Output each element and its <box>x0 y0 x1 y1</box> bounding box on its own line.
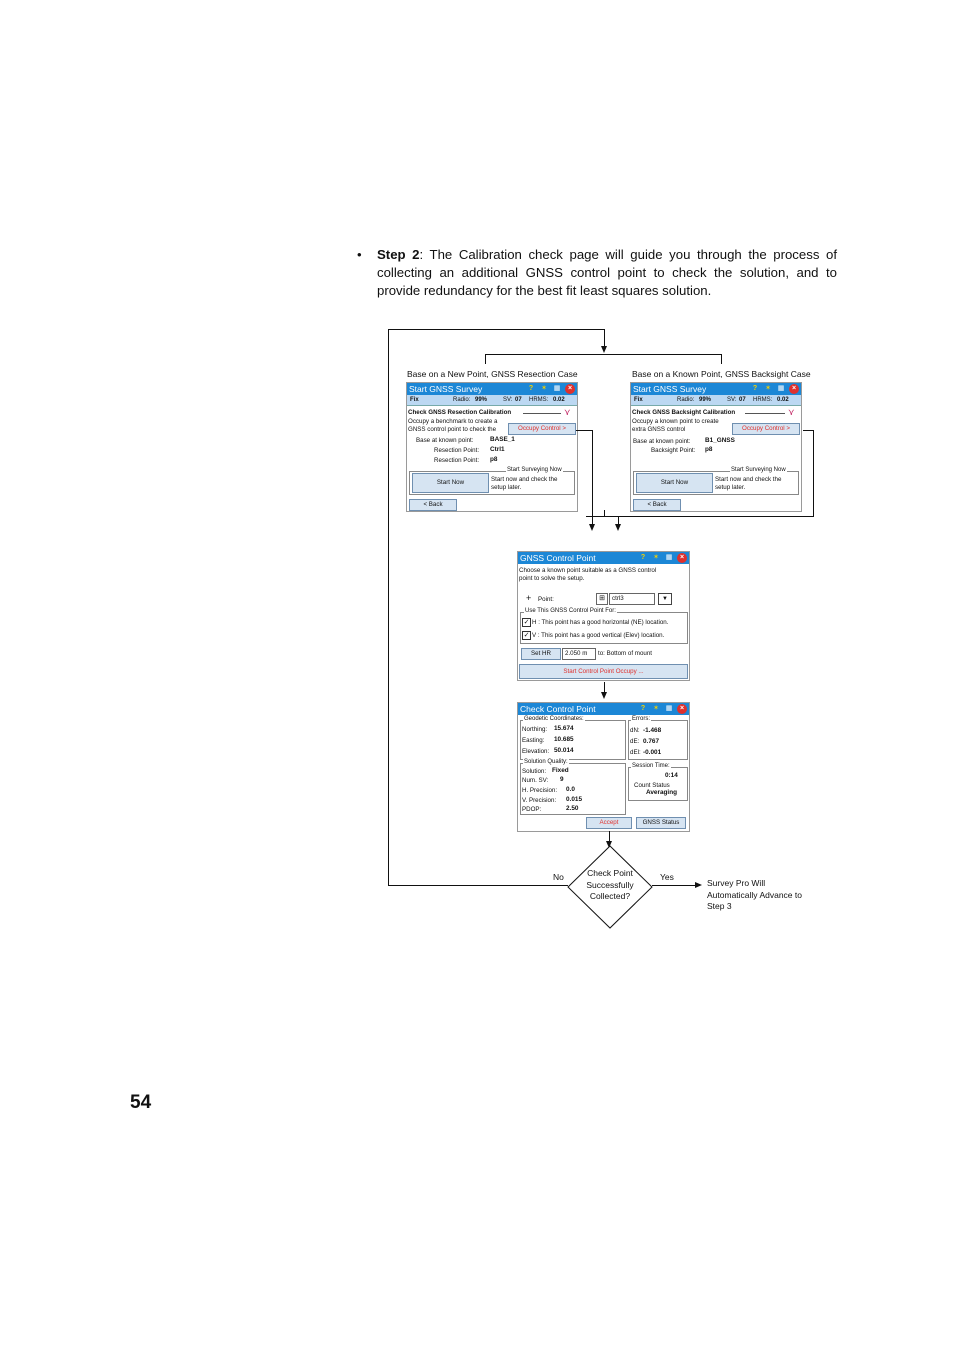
sv-label: SV: <box>503 397 513 403</box>
back-button[interactable]: < Back <box>633 499 681 511</box>
arrow-right-into-cp <box>615 524 621 531</box>
star-icon[interactable]: ✶ <box>541 385 547 392</box>
flow-line-no <box>388 885 568 886</box>
start-survey-window-left <box>406 382 578 512</box>
solution-label: Solution: <box>522 768 547 775</box>
map-icon[interactable]: ▦ <box>553 385 561 392</box>
start-now-button[interactable]: Start Now <box>636 473 713 493</box>
hrms-value: 0.02 <box>777 397 789 403</box>
hrms-label: HRMS: <box>753 397 773 403</box>
help-icon[interactable]: ? <box>640 554 646 561</box>
field1-value: BASE_1 <box>490 436 515 443</box>
numsv-label: Num. SV: <box>522 777 549 784</box>
field3-label: Resection Point: <box>434 457 480 464</box>
field2-value: p8 <box>705 446 713 453</box>
check-control-point-window <box>517 702 690 832</box>
vprec-value: 0.015 <box>566 796 582 803</box>
caption-left: Base on a New Point, GNSS Resection Case <box>407 369 578 379</box>
fix-status: Fix <box>410 397 419 403</box>
page-number: 54 <box>130 1092 152 1113</box>
elevation-label: Elevation: <box>522 748 550 755</box>
start-desc: Start now and check the setup later. <box>715 476 782 491</box>
field1-label: Base at known point: <box>633 438 691 445</box>
point-dropdown-icon[interactable]: ▼ <box>658 593 672 605</box>
arrow-into-check <box>601 692 607 699</box>
title-bar <box>518 552 689 564</box>
decision-no: No <box>553 872 564 882</box>
connector-right-h2 <box>618 516 814 517</box>
help-icon[interactable]: ? <box>752 385 758 392</box>
flow-line-down <box>604 329 605 347</box>
numsv-value: 9 <box>560 776 564 783</box>
desc-line1: Occupy a known point to create <box>632 418 719 425</box>
set-hr-button[interactable]: Set HR <box>521 648 561 660</box>
status-bar <box>631 395 801 406</box>
v-checkbox[interactable]: ✓ <box>523 632 530 639</box>
title-bar <box>518 703 689 715</box>
hr-to-label: to: Bottom of mount <box>598 650 652 657</box>
group-title: Start Surveying Now <box>507 467 562 473</box>
flow-line-branch <box>485 354 722 355</box>
close-icon[interactable]: × <box>789 384 799 394</box>
field1-value: B1_GNSS <box>705 437 735 444</box>
group-title: Start Surveying Now <box>731 467 786 473</box>
radio-value: 99% <box>475 397 488 403</box>
gnss-control-point-window <box>517 551 690 681</box>
field2-label: Backsight Point: <box>651 447 696 454</box>
radio-label: Radio: <box>453 397 471 403</box>
window-title: Check Control Point <box>520 704 596 714</box>
step-text: : The Calibration check page will guide you through the process of collecting an additional GNSS control point to check the solution, and to provide redundancy for the best fit least squares solution. <box>377 247 837 298</box>
accept-button[interactable]: Accept <box>586 817 632 829</box>
sv-value: 07 <box>515 397 522 403</box>
help-icon[interactable]: ? <box>640 705 646 712</box>
solution-title: Solution Quality: <box>524 759 568 765</box>
connector-right-h1 <box>803 430 813 431</box>
decision-yes: Yes <box>660 872 674 882</box>
star-icon[interactable]: ✶ <box>653 705 659 712</box>
hrms-value: 0.02 <box>553 397 565 403</box>
fix-status: Fix <box>634 397 643 403</box>
hprec-value: 0.0 <box>566 786 575 793</box>
connector-left-v <box>592 430 593 526</box>
desc-line2: extra GNSS control <box>632 426 686 433</box>
star-icon[interactable]: ✶ <box>653 554 659 561</box>
title-bar <box>631 383 801 395</box>
desc-line1: Choose a known point suitable as a GNSS control <box>519 567 657 574</box>
dn-label: dN: <box>630 727 640 734</box>
easting-label: Easting: <box>522 737 545 744</box>
section-rule <box>523 413 561 414</box>
field2-value: Ctrl1 <box>490 446 505 453</box>
desc-line2: GNSS control point to check the <box>408 426 497 433</box>
step-label: Step 2 <box>377 247 420 262</box>
calibration-icon: ⋎ <box>788 407 795 417</box>
sv-label: SV: <box>727 397 737 403</box>
section-rule <box>745 413 785 414</box>
map-icon[interactable]: ▦ <box>777 385 785 392</box>
northing-value: 15.674 <box>554 725 574 732</box>
point-label: Point: <box>538 596 554 603</box>
count-status-value: Averaging <box>646 789 678 796</box>
hrms-label: HRMS: <box>529 397 549 403</box>
hr-input[interactable]: 2.050 m <box>562 648 596 660</box>
flow-line-branch-right <box>721 354 722 364</box>
hprec-label: H. Precision: <box>522 787 558 794</box>
del-value: -0.001 <box>643 749 662 756</box>
sv-value: 07 <box>739 397 746 403</box>
title-bar <box>407 383 577 395</box>
calibration-icon: ⋎ <box>564 407 571 417</box>
flow-line-branch-left <box>485 354 486 364</box>
occupy-control-button[interactable]: Occupy Control > <box>732 423 800 435</box>
radio-label: Radio: <box>677 397 695 403</box>
connector-left-h <box>576 430 592 431</box>
dn-value: -1.468 <box>643 727 662 734</box>
start-desc: Start now and check the setup later. <box>491 476 558 491</box>
h-checkbox[interactable]: ✓ <box>523 619 530 626</box>
close-icon[interactable]: × <box>677 553 687 563</box>
status-bar <box>407 395 577 406</box>
connector-merge <box>586 516 624 517</box>
count-status-label: Count Status <box>634 782 670 789</box>
plus-icon[interactable]: + <box>526 593 532 603</box>
step-paragraph <box>357 246 837 300</box>
map-icon[interactable]: ▦ <box>665 554 673 561</box>
window-title: Start GNSS Survey <box>633 384 707 394</box>
control-point-use-group <box>520 608 688 644</box>
vprec-label: V. Precision: <box>522 797 557 804</box>
field2-label: Resection Point: <box>434 447 480 454</box>
group-title: Use This GNSS Control Point For: <box>525 608 616 614</box>
point-input[interactable]: ctrl3 <box>609 593 655 605</box>
decision-text: Check Point Successfully Collected? <box>586 868 634 901</box>
solution-value: Fixed <box>552 767 569 774</box>
help-icon[interactable]: ? <box>528 385 534 392</box>
h-option-label: H : This point has a good horizontal (NE) location. <box>532 619 669 626</box>
session-title: Session Time: <box>632 763 670 769</box>
session-value: 0:14 <box>665 772 678 779</box>
arrow-left-into-cp <box>589 524 595 531</box>
point-list-icon[interactable]: ⊞ <box>596 593 608 605</box>
northing-label: Northing: <box>522 726 548 733</box>
connector-merge-up <box>604 510 605 517</box>
flow-line-top <box>388 329 604 330</box>
desc-line1: Occupy a benchmark to create a <box>408 418 498 425</box>
window-title: Start GNSS Survey <box>409 384 483 394</box>
del-label: dEl: <box>630 749 641 756</box>
arrow-top <box>601 346 607 353</box>
back-button[interactable]: < Back <box>409 499 457 511</box>
caption-right: Base on a Known Point, GNSS Backsight Case <box>632 369 811 379</box>
section-title: Check GNSS Resection Calibration <box>408 409 512 416</box>
start-control-occupy-button[interactable]: Start Control Point Occupy ... <box>519 664 688 679</box>
radio-value: 99% <box>699 397 712 403</box>
field3-value: p8 <box>490 456 498 463</box>
bullet: • <box>357 247 362 262</box>
errors-title: Errors: <box>632 716 650 722</box>
geodetic-title: Geodetic Coordinates: <box>524 716 584 722</box>
map-icon[interactable]: ▦ <box>665 705 673 712</box>
easting-value: 10.685 <box>554 736 574 743</box>
decision-result: Survey Pro Will Automatically Advance to Step 3 <box>707 878 802 911</box>
section-title: Check GNSS Backsight Calibration <box>632 409 736 416</box>
close-icon[interactable]: × <box>677 704 687 714</box>
start-survey-window-right <box>630 382 802 512</box>
close-icon[interactable]: × <box>565 384 575 394</box>
star-icon[interactable]: ✶ <box>765 385 771 392</box>
de-value: 0.767 <box>643 738 659 745</box>
flow-line-yes <box>652 885 696 886</box>
arrow-yes <box>695 882 702 888</box>
desc-line2: point to solve the setup. <box>519 575 585 582</box>
pdop-label: PDOP: <box>522 806 542 813</box>
start-now-button[interactable]: Start Now <box>412 473 489 493</box>
field1-label: Base at known point: <box>416 437 474 444</box>
window-title: GNSS Control Point <box>520 553 596 563</box>
connector-right-v <box>813 430 814 516</box>
v-option-label: V : This point has a good vertical (Elev) location. <box>532 632 665 639</box>
elevation-value: 50.014 <box>554 747 574 754</box>
pdop-value: 2.50 <box>566 805 579 812</box>
occupy-control-button[interactable]: Occupy Control > <box>508 423 576 435</box>
gnss-status-button[interactable]: GNSS Status <box>636 817 686 829</box>
de-label: dE: <box>630 738 640 745</box>
flow-line-left <box>388 329 389 886</box>
